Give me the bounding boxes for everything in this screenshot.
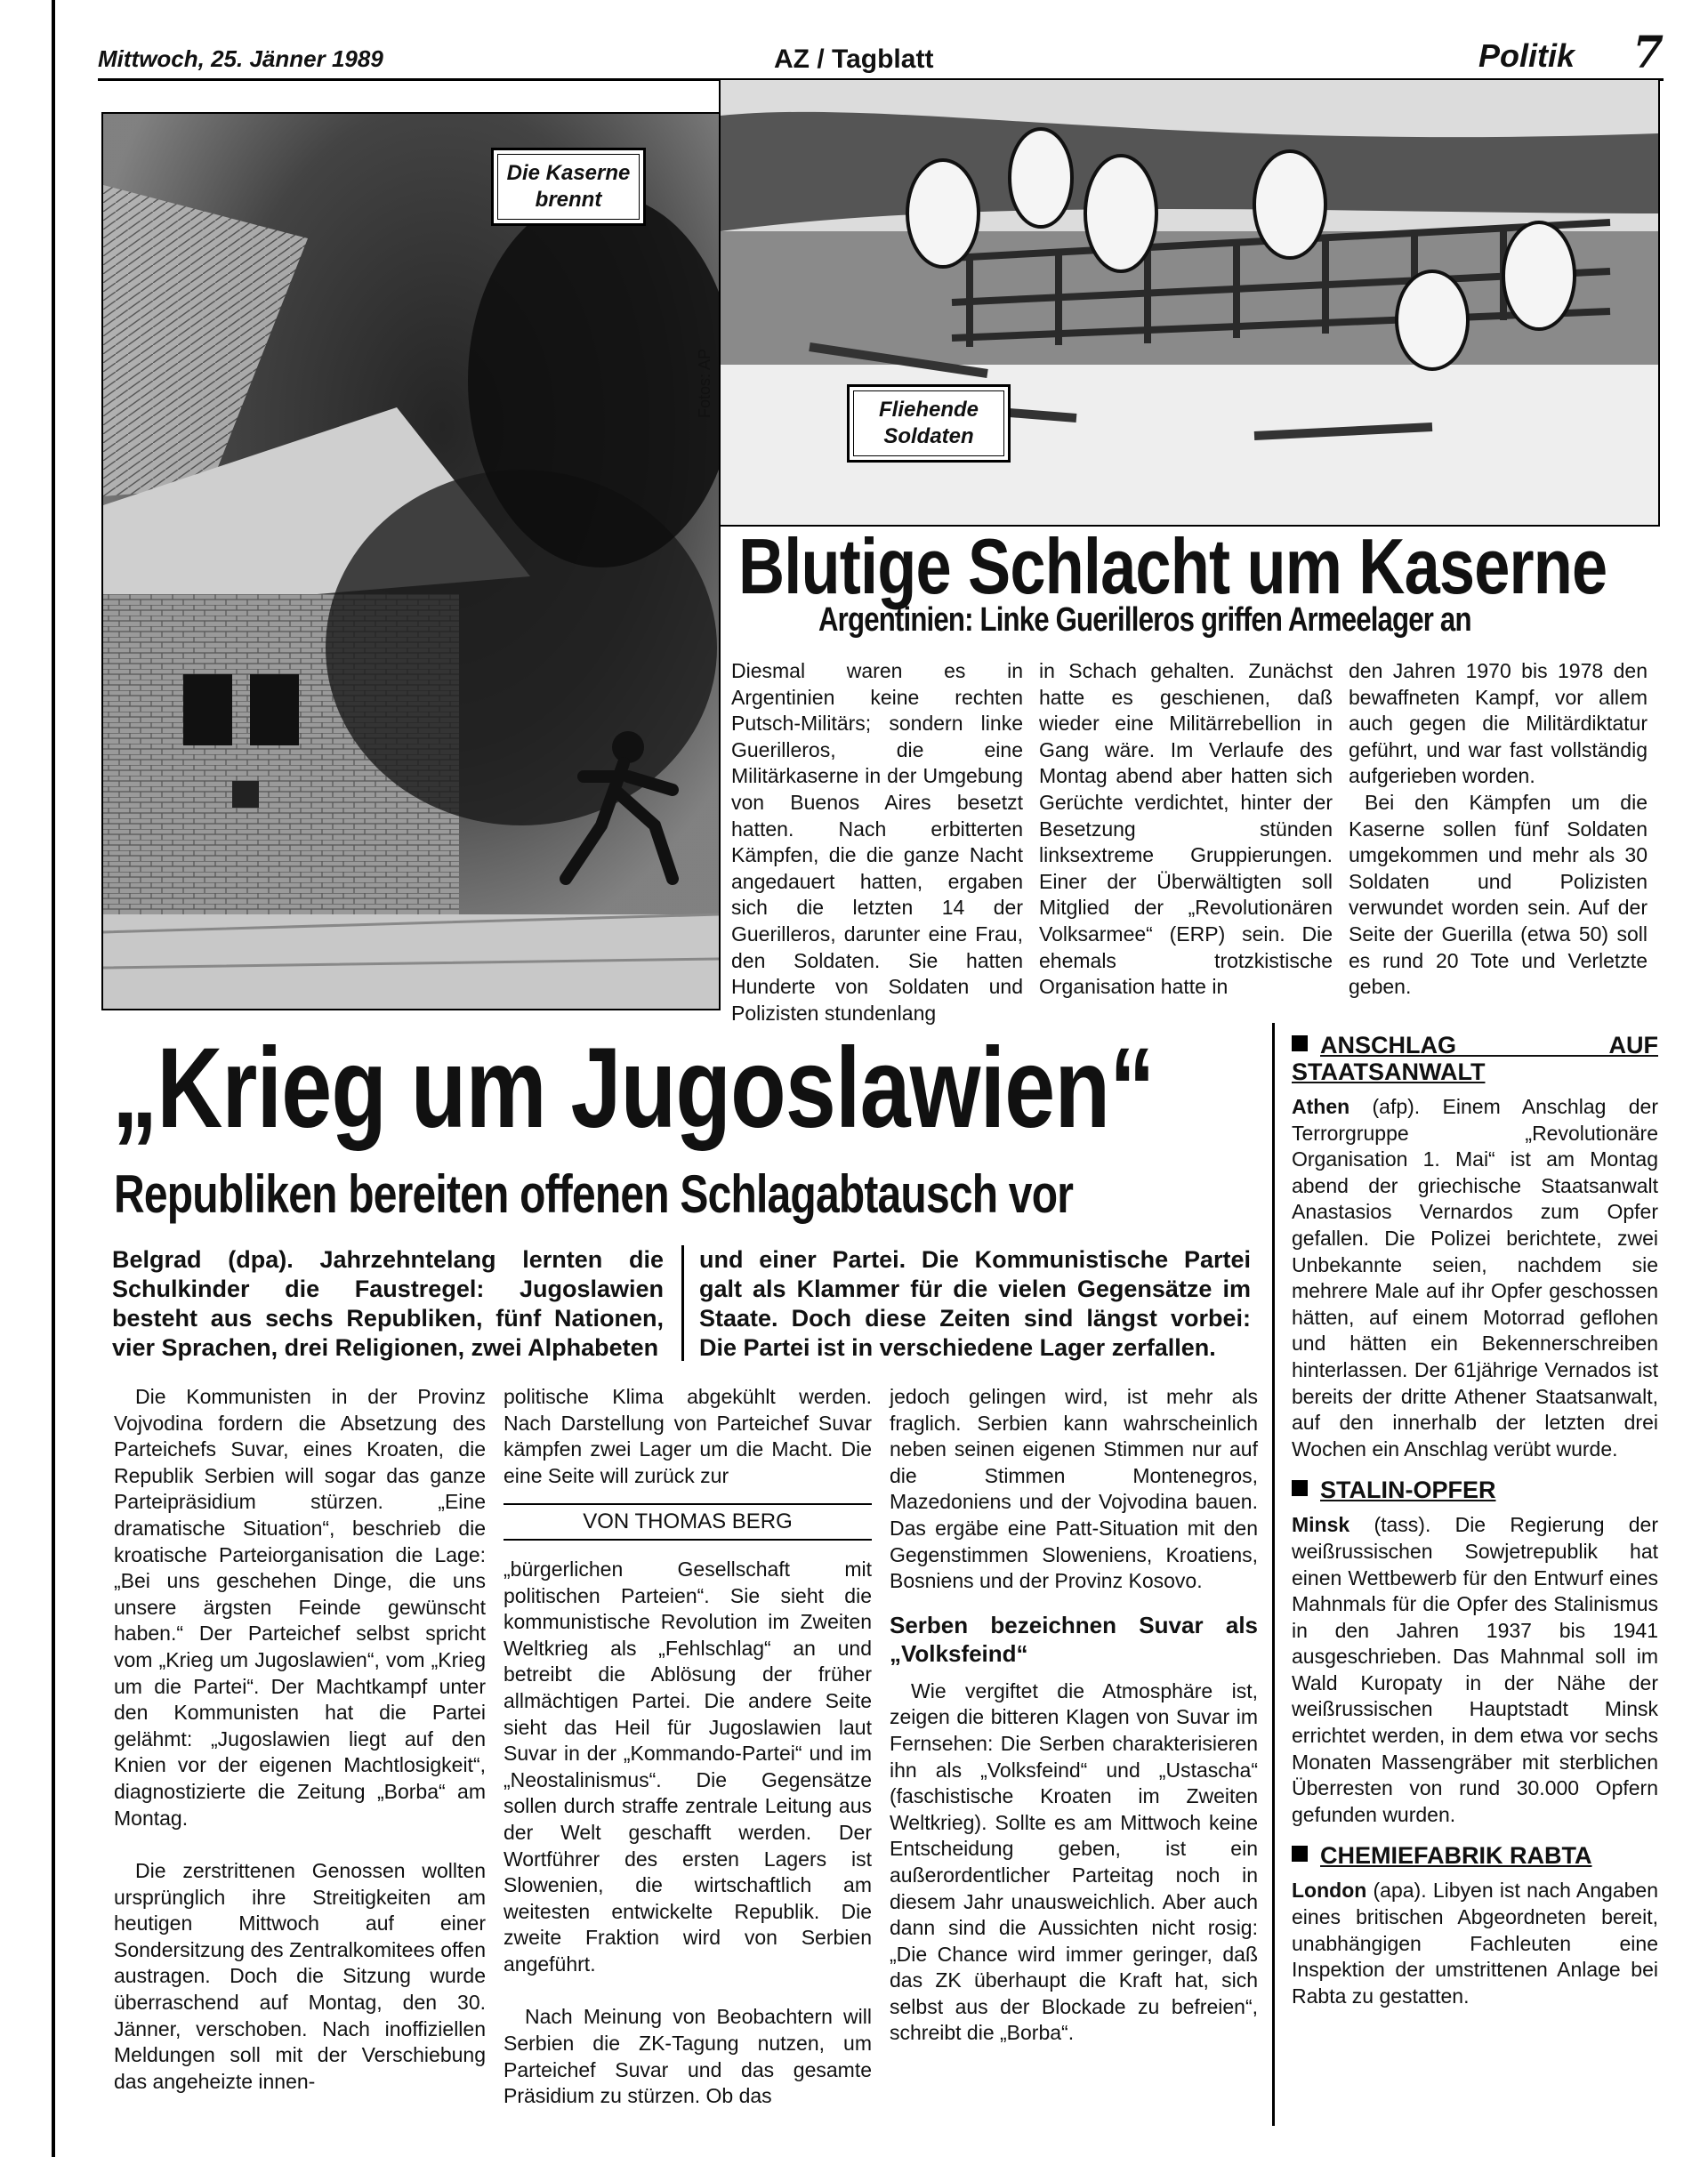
paragraph: Bei den Kämpfen um die Kaserne sollen fünf Soldaten umgekommen und mehr als 30 Soldaten und Polizisten verwundet worden sein. Auf der Seite der Guerilla (etwa 50) soll es rund 20 Tote und Verletzte geben. xyxy=(1349,790,1648,999)
paragraph: politische Klima abgekühlt werden. Nach Darstellung von Parteichef Suvar kämpfen zwei Lager um die Macht. Die eine Seite will zurück zur xyxy=(504,1385,872,1487)
story2-column-3 xyxy=(890,1384,1258,2047)
caption-line: brennt xyxy=(535,188,602,212)
paragraph: Die zerstrittenen Genossen wollten ursprünglich ihre Streitigkeiten am heutigen Mittwoch auf einer Sondersitzung des Zentralkomitees offen austragen. Doch die Sitzung wurde überraschend auf Montag, den 30. Jänner, verschoben. Nach inoffiziellen Meldungen soll mit der Verschiebung das angeheizte innen- xyxy=(114,1859,486,2093)
dateline: London xyxy=(1292,1879,1367,1903)
story2-column-2 xyxy=(504,1384,872,2110)
lead-right: und einer Partei. Die Kommunistische Partei galt als Klammer für die vielen Gegensätze im Staate. Doch diese Zeiten sind längst vorbei: Die Partei ist in verschiedene Lager zerfallen. xyxy=(699,1246,1251,1361)
paragraph: Nach Meinung von Beobachtern will Serbien die ZK-Tagung nutzen, um Parteichef Suvar und das gesamte Präsidium zu stürzen. Ob das xyxy=(504,2005,872,2108)
column-subhead: Serben bezeichnen Suvar als „Volksfeind“ xyxy=(890,1611,1258,1667)
photo-burning-barracks-image xyxy=(103,114,719,1009)
story1-column-3 xyxy=(1349,658,1648,1001)
bullet-square-icon xyxy=(1292,1480,1308,1496)
issue-date: Mittwoch, 25. Jänner 1989 xyxy=(98,45,383,72)
brief-heading: STALIN-OPFER xyxy=(1292,1477,1658,1503)
story1-column-2 xyxy=(1039,658,1333,1001)
caption-line: Fliehende xyxy=(878,398,979,422)
headline-argentina: Blutige Schlacht um Kaserne xyxy=(738,522,1607,610)
paragraph: den Jahren 1970 bis 1978 den bewaffneten Kampf, vor allem auch gegen die Militärdiktatur geführt, und war fast vollständig aufgerieben worden. xyxy=(1349,659,1648,788)
section-name: Politik xyxy=(1478,37,1575,74)
caption-fleeing-soldiers xyxy=(847,384,1011,463)
byline: VON THOMAS BERG xyxy=(504,1503,872,1541)
dateline: Minsk xyxy=(1292,1513,1350,1537)
brief-item xyxy=(1292,1032,1658,1462)
caption-line: Soldaten xyxy=(883,424,974,448)
brief-text: Athen (afp). Einem Anschlag der Terrorgruppe „Revolutionäre Organisation 1. Mai“ ist am Montag abend der griechische Staatsanwalt Anastasios Vernardos zum Opfer gefallen. Die Polizei berichtete, zwei Unbekannte seien, nachdem sie mehrere Male auf ihr Opfer geschossen hätten, auf einem Motorrad geflohen und hätten ein Bekennerschreiben hinterlassen. Der 61jährige Vernados ist bereits der dritte Athener Staatsanwalt, auf den innerhalb der letzten drei Wochen ein Anschlag verübt wurde. xyxy=(1292,1095,1658,1461)
brief-heading: CHEMIEFABRIK RABTA xyxy=(1292,1842,1658,1869)
photo-burning-barracks xyxy=(101,112,721,1010)
bullet-square-icon xyxy=(1292,1846,1308,1862)
lead-divider xyxy=(681,1245,684,1361)
paragraph: in Schach gehalten. Zunächst hatte es geschienen, daß wieder eine Militärrebellion in Gang wäre. Im Verlaufe des Montag abend aber hatten sich Gerüchte verdichtet, hinter der Besetzung stünden linksextreme Gruppierungen. Einer der Überwältigten soll Mitglied der „Revolutionären Volksarmee“ (ERP) sein. Die ehemals trotzkistische Organisation hatte in xyxy=(1039,659,1333,999)
headline-yugoslavia: „Krieg um Jugoslawien“ xyxy=(112,1025,1155,1152)
newspaper-name: AZ / Tagblatt xyxy=(774,44,934,74)
subheadline-argentina: Argentinien: Linke Guerilleros griffen Armeelager an xyxy=(818,601,1471,639)
bullet-square-icon xyxy=(1292,1035,1308,1051)
caption-burning-barracks xyxy=(491,148,646,226)
brief-text: Minsk (tass). Die Regierung der weißrussischen Sowjetrepublik hat einen Wettbewerb für den Entwurf eines Mahnmals für die Opfer des Stalinismus in den Jahren 1937 bis 1941 ausgeschrieben. Das Mahnmal soll im Wald Kuropaty in der Nähe der weißrussischen Hauptstadt Minsk errichtet werden, in dem etwa vor sechs Monaten Massengräber mit sterblichen Überresten von rund 30.000 Opfern gefunden wurden. xyxy=(1292,1513,1658,1826)
subheadline-yugoslavia: Republiken bereiten offenen Schlagabtausch vor xyxy=(114,1164,1074,1224)
dateline: Athen xyxy=(1292,1095,1350,1118)
brief-item xyxy=(1292,1477,1658,1828)
lead-left: Belgrad (dpa). Jahrzehntelang lernten die Schulkinder die Faustregel: Jugoslawien besteht aus sechs Republiken, fünf Nationen, vier Sprachen, drei Religionen, zwei Alphabeten xyxy=(112,1246,664,1361)
page-edge-rule xyxy=(52,0,55,2157)
paragraph: Die Kommunisten in der Provinz Vojvodina fordern die Absetzung des Parteichefs Suvar, eines Kroaten, die Republik Serbien will sogar das ganze Parteipräsidium stürzen. „Eine dramatische Situation“, beschrieb die kroatische Parteiorganisation die Lage: „Bei uns geschehen Dinge, die uns unsere ärgsten Feinde gewünscht haben.“ Der Parteichef selbst spricht vom „Krieg um Jugoslawien“, vom „Krieg um die Partei“. Der Machtkampf unter den Kommunisten hat die Partei gelähmt: „Jugoslawien liegt auf den Knien vor der eigenen Machtlosigkeit“, diagnostizierte die Zeitung „Borba“ am Montag. xyxy=(114,1385,486,1830)
brief-item xyxy=(1292,1842,1658,2009)
briefs-divider xyxy=(1272,1023,1275,2126)
caption-line: Die Kaserne xyxy=(506,161,631,185)
photo-credit: Fotos: AP xyxy=(696,348,713,418)
paragraph: jedoch gelingen wird, ist mehr als fraglich. Serbien kann wahrscheinlich neben seinen eigenen Stimmen nur auf die Stimmen Montenegros, Mazedoniens und der Vojvodina bauen. Das ergäbe eine Patt-Situation mit den Gegenstimmen Sloweniens, Kroatiens, Bosniens und der Provinz Kosovo. xyxy=(890,1385,1258,1593)
news-briefs xyxy=(1292,1032,1658,2009)
masthead xyxy=(98,26,1664,81)
paragraph: Diesmal waren es in Argentinien keine rechten Putsch-Militärs; sondern linke Guerilleros, die eine Militärkaserne in der Umgebung von Buenos Aires besetzt hatten. Nach erbitterten Kämpfen, die die ganze Nacht angedauert hatten, ergaben sich die letzten 14 der Guerilleros, darunter eine Frau, den Soldaten. Sie hatten Hunderte von Soldaten und Polizisten stundenlang xyxy=(731,659,1023,1025)
brief-heading: ANSCHLAG AUF STAATSANWALT xyxy=(1292,1032,1658,1085)
paragraph: Wie vergiftet die Atmosphäre ist, zeigen die bitteren Klagen von Suvar im Fernsehen: Die Serben charakterisieren ihn als „Volksfeind“ und „Ustascha“ (faschistische Kroaten im Zweiten Weltkrieg). Sollte es am Mittwoch keine Entscheidung geben, ist ein außerordentlicher Parteitag noch in diesem Jahr unausweichlich. Aber auch dann sind die Aussichten nicht rosig: „Die Chance wird immer geringer, daß das ZK überhaupt die Kraft hat, sich selbst aus der Blockade zu befreien“, schreibt die „Borba“. xyxy=(890,1678,1258,2045)
paragraph: „bürgerlichen Gesellschaft mit politischen Parteien“. Sie sieht die kommunistische Revolution im Zweiten Weltkrieg als „Fehlschlag“ an und betreibt die Ablösung der früher allmächtigen Partei. Die andere Seite sieht das Heil für Jugoslawien laut Suvar in der „Kommando-Partei“ und im „Neostalinismus“. Die Gegensätze sollen durch straffe zentrale Leitung aus der Welt geschafft werden. Der Wortführer des ersten Lagers ist Slowenien, die wirtschaftlich am weitesten entwickelte Republik. Die zweite Fraktion wird von Serbien angeführt. xyxy=(504,1557,872,1976)
story2-column-1 xyxy=(114,1384,486,2095)
page-number: 7 xyxy=(1632,26,1664,78)
story1-column-1 xyxy=(731,658,1023,1026)
brief-text: London (apa). Libyen ist nach Angaben eines britischen Abgeordneten bereit, unabhängigen Fachleuten eine Inspektion der umstrittenen Anlage bei Rabta zu gestatten. xyxy=(1292,1879,1658,2008)
